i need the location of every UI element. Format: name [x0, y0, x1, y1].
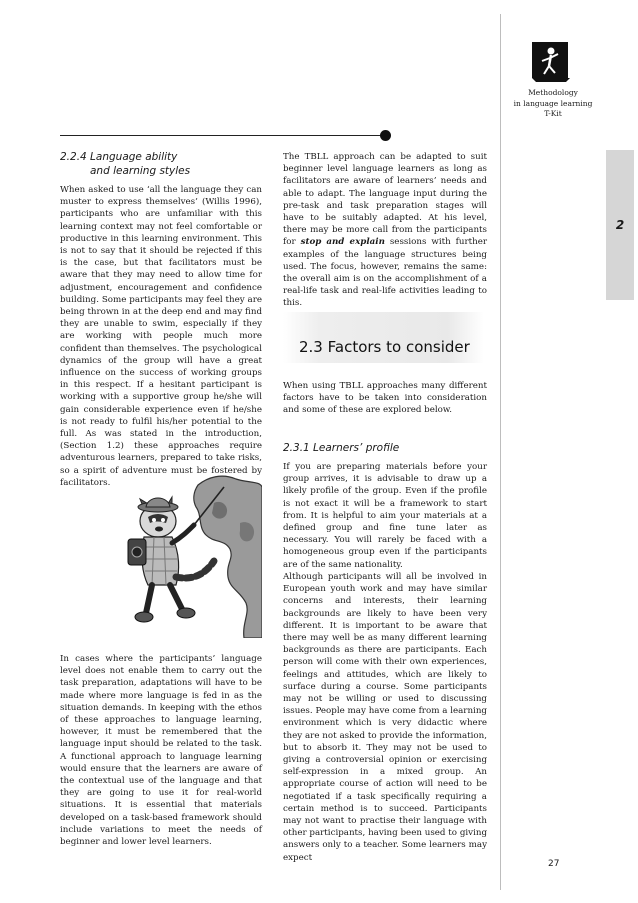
paragraph-text: When using TBLL approaches many different factors have to be taken into consideration and some of these are explored below.: [283, 381, 487, 416]
heading-2-2-4: [60, 150, 270, 178]
rule-dot-icon: [380, 130, 391, 141]
emphasis: stop: [300, 237, 322, 248]
heading-line: 2.2.4 Language ability: [60, 151, 178, 163]
series-line: in language learning: [513, 98, 593, 108]
tkit-logo-icon: [530, 40, 570, 82]
paragraph: [283, 461, 487, 571]
emphasis: and explain: [326, 237, 385, 248]
paragraph-text: Although participants will all be involved in European youth work and may have similar concerns and interests, their learning backgrounds are likely to have been very different. It is important to be aware that there may well be as many different learning backgrounds as there are participants. Each person will come with their own experiences, feelings and attitudes, which are likely to surface during a course. Some participants may not be willing or used to discussing issues. People may have come from a learning environment which is very didactic where they are not asked to provide the information, but to absorb it. They may not be used to giving a controversial opinion or exercising self-expression in a mixed group. An appropriate course of action will need to be negotiated if a task specifically requiring a certain method is to succeed. Participants may not want to practise their language with other participants, having been used to giving answers only to a teacher. Some learners may expect: [283, 572, 487, 863]
paragraph-text: In cases where the participants’ language level does not enable them to carry out the task preparation, adaptations will have to be made where more language is fed in as the situation demands. In keeping with the ethos of these approaches to language learning, however, it must be remembered that the language input should be related to the task. A functional approach to language learning would ensure that the learners are aware of the contextual use of the language and that they are going to use it for real-world situations. It is essential that materials developed on a task-based framework should include variations to meet the needs of beginner and lower level learners.: [60, 654, 262, 848]
section-rule: [60, 135, 385, 136]
heading-2-3-1: 2.3.1 Learners’ profile: [283, 442, 400, 454]
paragraph-text: If you are preparing materials before your group arrives, it is advisable to draw up a likely profile of the group. Even if the profile is not exact it will be a framework to start from. It is helpful to aim your materials at a defined group and fine tune later as necessary. You will rarely be faced with a homogeneous group even if the participants are of the same nationality.: [283, 462, 487, 570]
paragraph-text: When asked to use ‘all the language they can muster to express themselves’ (Willis 1996), participants who are unfamiliar with this learning context may not feel comfortable or productive in this learning environment. This is not to say that it should be rejected if this is the case, but that facilitators must be aware that they may need to allow time for adjustment, encouragement and confidence building. Some participants may feel they are being thrown in at the deep end and may find they are unable to swim, especially if they are working with people much more confident than themselves. The psychological dynamics of the group will have a great influence on the success of working groups in this respect. If a hesitant participant is working with a supportive group he/she will gain considerable experience even if he/she is not ready to fulfil his/her potential to the full. As was stated in the introduction, (Section 1.2) these approaches require adventurous learners, prepared to take risks, so a spirit of adventure must be fostered by facilitators.: [60, 185, 262, 488]
paragraph: [60, 184, 262, 489]
series-line: T-Kit: [544, 109, 562, 118]
series-line: Methodology: [528, 88, 578, 97]
paragraph: [283, 380, 487, 417]
paragraph: [283, 571, 487, 864]
chapter-number: 2: [615, 218, 625, 232]
text-run: The TBLL approach can be adapted to suit beginner level language learners as long as facilitators are aware of learners’ needs and able to adapt. The language input during the pre-task and task preparation stages will have to be suitably adapted. At his level, there may be more call from the participants for: [283, 152, 487, 248]
margin-rule: [500, 14, 501, 890]
heading-2-3: 2.3 Factors to consider: [299, 338, 470, 356]
heading-line: and learning styles: [90, 165, 191, 177]
page-number: 27: [548, 859, 560, 869]
paragraph-text: [283, 151, 487, 310]
paragraph: [60, 653, 262, 848]
raccoon-explorer-illustration: [110, 463, 262, 638]
text-run: sessions with further examples of the language structures being used. The focus, however, remains the same: the overall aim is on the accomplishment of a real-life task and real-life activities leading to this.: [283, 237, 487, 309]
series-title: [505, 88, 601, 120]
paragraph: [283, 151, 487, 310]
